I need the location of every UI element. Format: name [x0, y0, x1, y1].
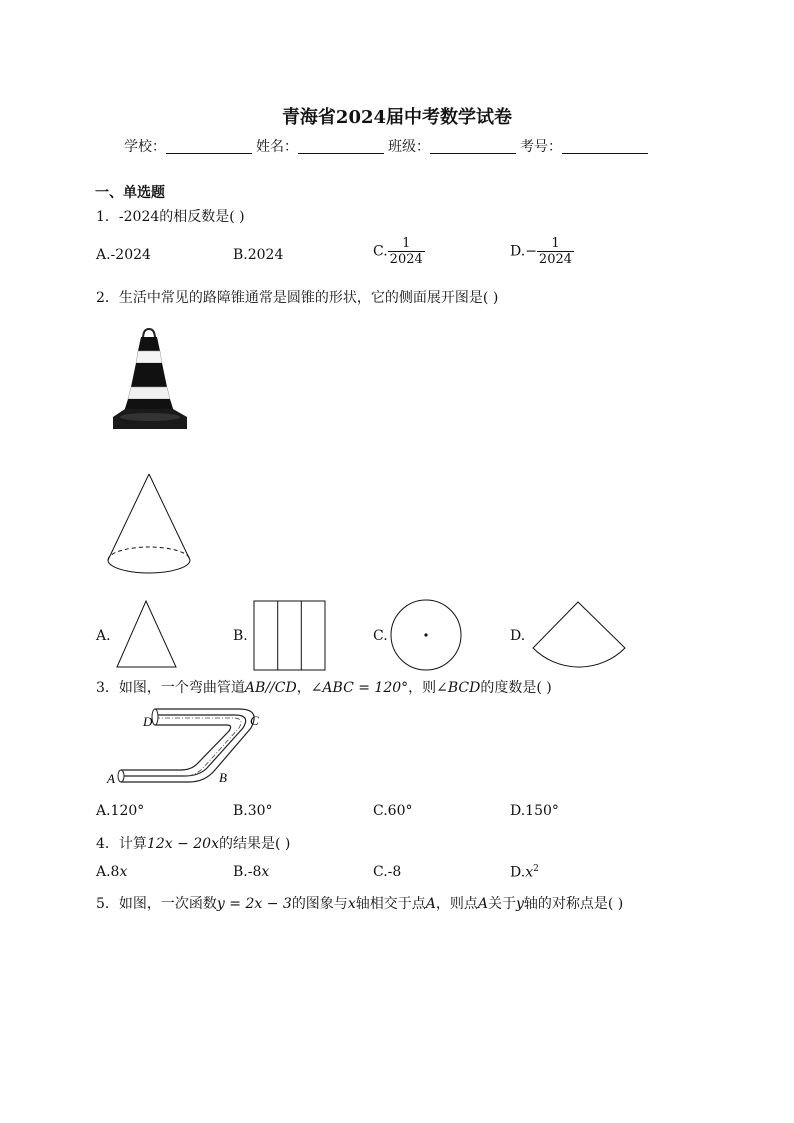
q1-d-numerator: 1	[551, 236, 560, 251]
label-d: D	[143, 714, 153, 729]
label-a: A	[107, 771, 115, 786]
q2-rectangle-figure	[253, 600, 327, 672]
q2-option-c: C.	[373, 628, 388, 644]
name-label: 姓名：	[256, 139, 298, 155]
student-info-line	[124, 136, 652, 156]
q3-text-c: ，则	[408, 680, 437, 696]
q5-text-c: 轴相交于点	[355, 896, 426, 912]
question-4-text	[96, 833, 290, 853]
q3-math-parallel: AB//CD	[244, 680, 297, 696]
q3-option-b: B.30°	[233, 803, 273, 819]
q5-text-f: 轴的对称点是( )	[523, 896, 624, 912]
q3-text-a: 3．如图，一个弯曲管道	[96, 680, 245, 696]
q1-option-d-prefix: D.	[510, 243, 526, 260]
q4-option-b	[233, 864, 269, 880]
question-1-text: 1．-2024的相反数是( )	[96, 209, 245, 225]
q4-d-prefix: D.	[510, 864, 526, 881]
q1-d-denominator: 2024	[538, 252, 573, 267]
school-blank[interactable]	[166, 139, 252, 154]
q3-text-b: ，	[296, 680, 311, 696]
q5-point-a-1: A	[425, 896, 436, 912]
q1-option-a: A.-2024	[96, 247, 151, 263]
question-2-text: 2．生活中常见的路障锥通常是圆锥的形状，它的侧面展开图是( )	[96, 290, 499, 306]
q2-option-b: B.	[233, 628, 248, 644]
q5-var-x: x	[347, 896, 356, 912]
q1-option-d-sign: −	[525, 243, 537, 260]
q4-b-var: x	[261, 864, 270, 880]
q3-option-d: D.150°	[510, 803, 559, 819]
q4-option-a	[96, 864, 127, 880]
number-label: 考号：	[520, 139, 562, 155]
q2-circle-figure	[389, 598, 465, 674]
q4-math-expression: 12x − 20x	[146, 836, 219, 852]
q1-option-d	[510, 236, 574, 267]
q1-option-c-prefix: C.	[373, 243, 388, 260]
q4-d-var: x	[525, 864, 534, 881]
section-heading: 一、单选题	[95, 185, 165, 201]
q4-text-b: 的结果是( )	[218, 836, 291, 852]
school-label: 学校：	[124, 139, 166, 155]
q5-text-e: 关于	[487, 896, 516, 912]
q3-text-d: 的度数是( )	[480, 680, 552, 696]
cone-diagram	[105, 470, 195, 582]
q1-option-b: B.2024	[233, 247, 284, 263]
q5-text-a: 5．如图，一次函数	[96, 896, 217, 912]
q3-option-c: C.60°	[373, 803, 413, 819]
number-blank[interactable]	[562, 139, 648, 154]
q2-triangle-figure	[115, 600, 179, 670]
class-label: 班级：	[388, 139, 430, 155]
q1-option-c	[373, 236, 425, 267]
question-5-text	[96, 893, 623, 913]
q4-b-prefix: B.-8	[233, 864, 262, 880]
q5-var-y: y	[515, 896, 524, 912]
q1-c-numerator: 1	[402, 236, 411, 251]
q5-text-d: ，则点	[435, 896, 478, 912]
label-b: B	[219, 770, 227, 785]
q4-text-a: 4．计算	[96, 836, 147, 852]
page-title: 青海省2024届中考数学试卷	[281, 107, 513, 128]
q4-option-d	[510, 864, 539, 881]
traffic-cone-photo	[105, 325, 195, 435]
q4-a-prefix: A.8	[96, 864, 120, 880]
q2-sector-figure	[530, 600, 630, 670]
q4-a-var: x	[119, 864, 128, 880]
q1-option-c-fraction	[388, 236, 425, 267]
q2-option-d: D.	[510, 628, 526, 644]
q4-option-c: C.-8	[373, 864, 402, 880]
class-blank[interactable]	[430, 139, 516, 154]
q4-d-exponent: 2	[533, 864, 539, 874]
q2-option-a: A.	[96, 628, 111, 644]
q3-math-angle-bcd: ∠BCD	[436, 680, 481, 696]
label-c: C	[250, 713, 259, 728]
question-3-text	[96, 677, 552, 697]
q3-option-a: A.120°	[96, 803, 145, 819]
name-blank[interactable]	[298, 139, 384, 154]
q5-math-function: y = 2x − 3	[216, 896, 292, 912]
q1-option-d-fraction	[537, 236, 574, 267]
q1-c-denominator: 2024	[389, 252, 423, 267]
q3-math-angle-abc: ∠ABC = 120°	[310, 680, 409, 696]
q5-text-b: 的图象与	[291, 896, 348, 912]
bent-pipe-figure	[105, 706, 270, 788]
q5-point-a-2: A	[477, 896, 488, 912]
